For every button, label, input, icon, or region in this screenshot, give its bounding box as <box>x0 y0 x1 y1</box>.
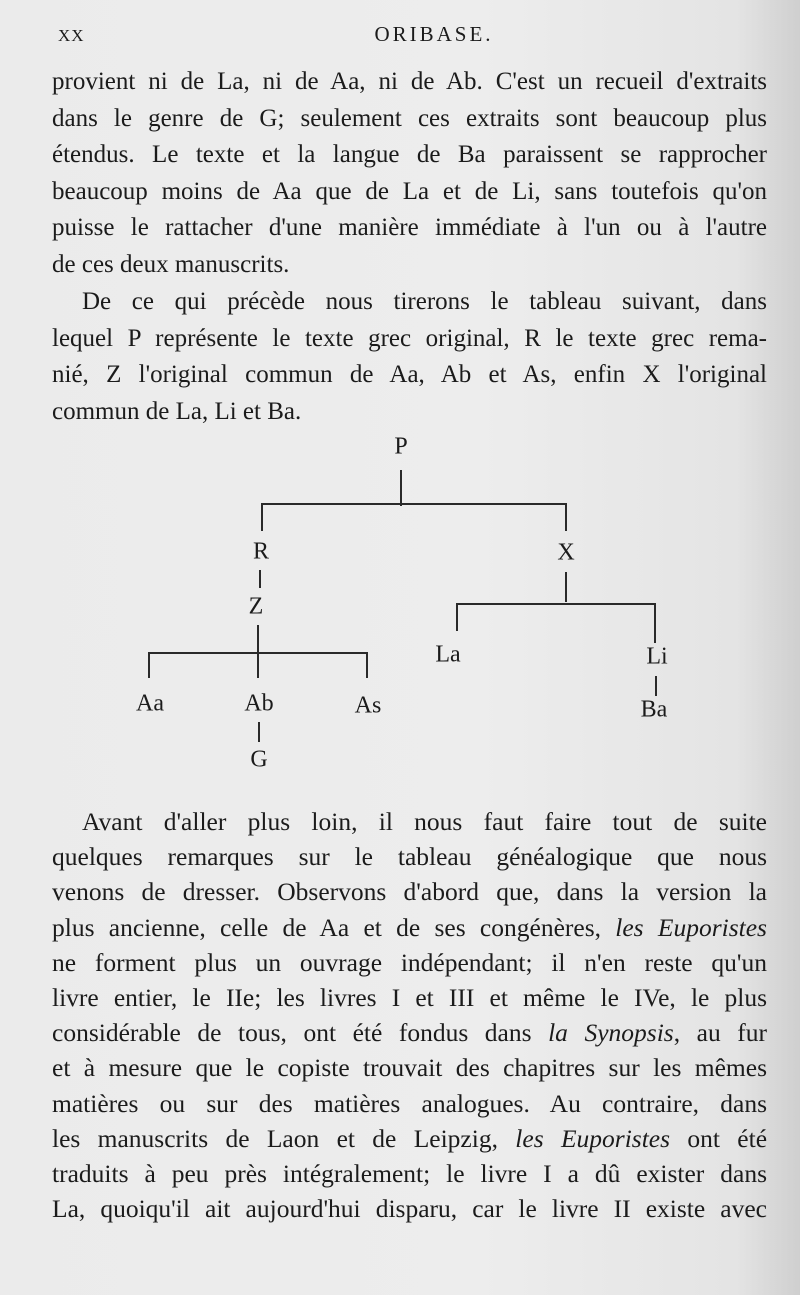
text-line: et à mesure que le copiste trouvait des chapitres sur les mêmes <box>52 1053 767 1083</box>
text-line: venons de dresser. Observons d'abord que, dans la version la <box>52 877 767 907</box>
stemma-node-p: P <box>394 433 408 460</box>
stemma-line <box>654 603 656 643</box>
text-line: Avant d'aller plus loin, il nous faut faire tout de suite <box>82 807 767 836</box>
stemma-node-as: As <box>354 692 382 719</box>
italic-title: les Euporistes <box>615 912 767 942</box>
text-line: De ce qui précède nous tirerons le tableau suivant, dans <box>82 288 767 315</box>
stemma-line <box>366 652 368 678</box>
text-line: commun de La, Li et Ba. <box>52 397 302 425</box>
stemma-line <box>655 676 657 696</box>
stemma-node-aa: Aa <box>136 690 164 717</box>
text-line <box>52 1121 767 1156</box>
text-line: étendus. Le texte et la langue de Ba paraissent se rapprocher <box>52 141 767 168</box>
text-line: beaucoup moins de Aa que de La et de Li, sans toutefois qu'on <box>52 177 767 205</box>
page-header <box>58 22 770 52</box>
stemma-node-z: Z <box>248 593 264 620</box>
paragraph-3 <box>52 804 767 1226</box>
stemma-line <box>257 625 259 653</box>
page-number: XX <box>58 26 85 45</box>
text-line: puisse le rattacher d'une manière immédiate à l'un ou à l'autre <box>52 214 767 241</box>
text-segment: les manuscrits de Laon et de Leipzig, <box>52 1123 516 1153</box>
paragraph-2 <box>52 284 767 430</box>
italic-title: la Synopsis <box>548 1018 674 1048</box>
stemma-node-r: R <box>252 538 270 565</box>
text-line: La, quoiqu'il ait aujourd'hui disparu, car le livre II existe avec <box>52 1194 767 1224</box>
stemma-line <box>565 503 567 531</box>
stemma-line <box>261 503 567 505</box>
stemma-line <box>259 570 261 588</box>
stemma-line <box>456 603 656 605</box>
text-line: traduits à peu près intégralement; le livre I a dû exister dans <box>52 1159 767 1189</box>
text-segment: , au fur <box>673 1018 767 1048</box>
stemma-line <box>456 603 458 631</box>
text-segment: ont été <box>670 1123 768 1153</box>
text-line: dans le genre de G; seulement ces extraits sont beaucoup plus <box>52 104 767 132</box>
stemma-line <box>148 652 150 678</box>
text-line: matières ou sur des matières analogues. Au contraire, dans <box>52 1088 767 1118</box>
stemma-line <box>257 652 259 678</box>
text-line <box>52 1015 767 1050</box>
stemma-line <box>400 470 402 506</box>
stemma-line <box>258 722 260 742</box>
italic-title: les Euporistes <box>515 1123 671 1153</box>
text-segment: plus ancienne, celle de Aa et de ses congénères, <box>52 912 616 942</box>
stemma-node-ab: Ab <box>244 690 274 717</box>
text-line: quelques remarques sur le tableau généalogique que nous <box>52 842 767 872</box>
text-segment: considérable de tous, ont été fondus dans <box>52 1018 549 1048</box>
stemma-line <box>565 572 567 602</box>
stemma-node-la: La <box>435 641 461 668</box>
stemma-node-ba: Ba <box>640 696 668 723</box>
text-line: ne forment plus un ouvrage indépendant; il n'en reste qu'un <box>52 947 767 977</box>
text-line: provient ni de La, ni de Aa, ni de Ab. C'est un recueil d'extraits <box>52 68 767 95</box>
stemma-node-x: X <box>557 539 575 566</box>
running-title: ORIBASE. <box>374 22 494 46</box>
stemma-node-g: G <box>250 746 268 773</box>
text-line: lequel P représente le texte grec original, R le texte grec rema- <box>52 324 767 352</box>
text-line: livre entier, le IIe; les livres I et III et même le IVe, le plus <box>52 983 767 1013</box>
stemma-line <box>148 652 368 654</box>
stemma-node-li: Li <box>646 643 668 670</box>
text-line <box>52 910 767 945</box>
text-line: de ces deux manuscrits. <box>52 250 290 278</box>
stemma-line <box>261 503 263 531</box>
text-line: nié, Z l'original commun de Aa, Ab et As, enfin X l'original <box>52 361 767 388</box>
paragraph-1 <box>52 64 767 283</box>
